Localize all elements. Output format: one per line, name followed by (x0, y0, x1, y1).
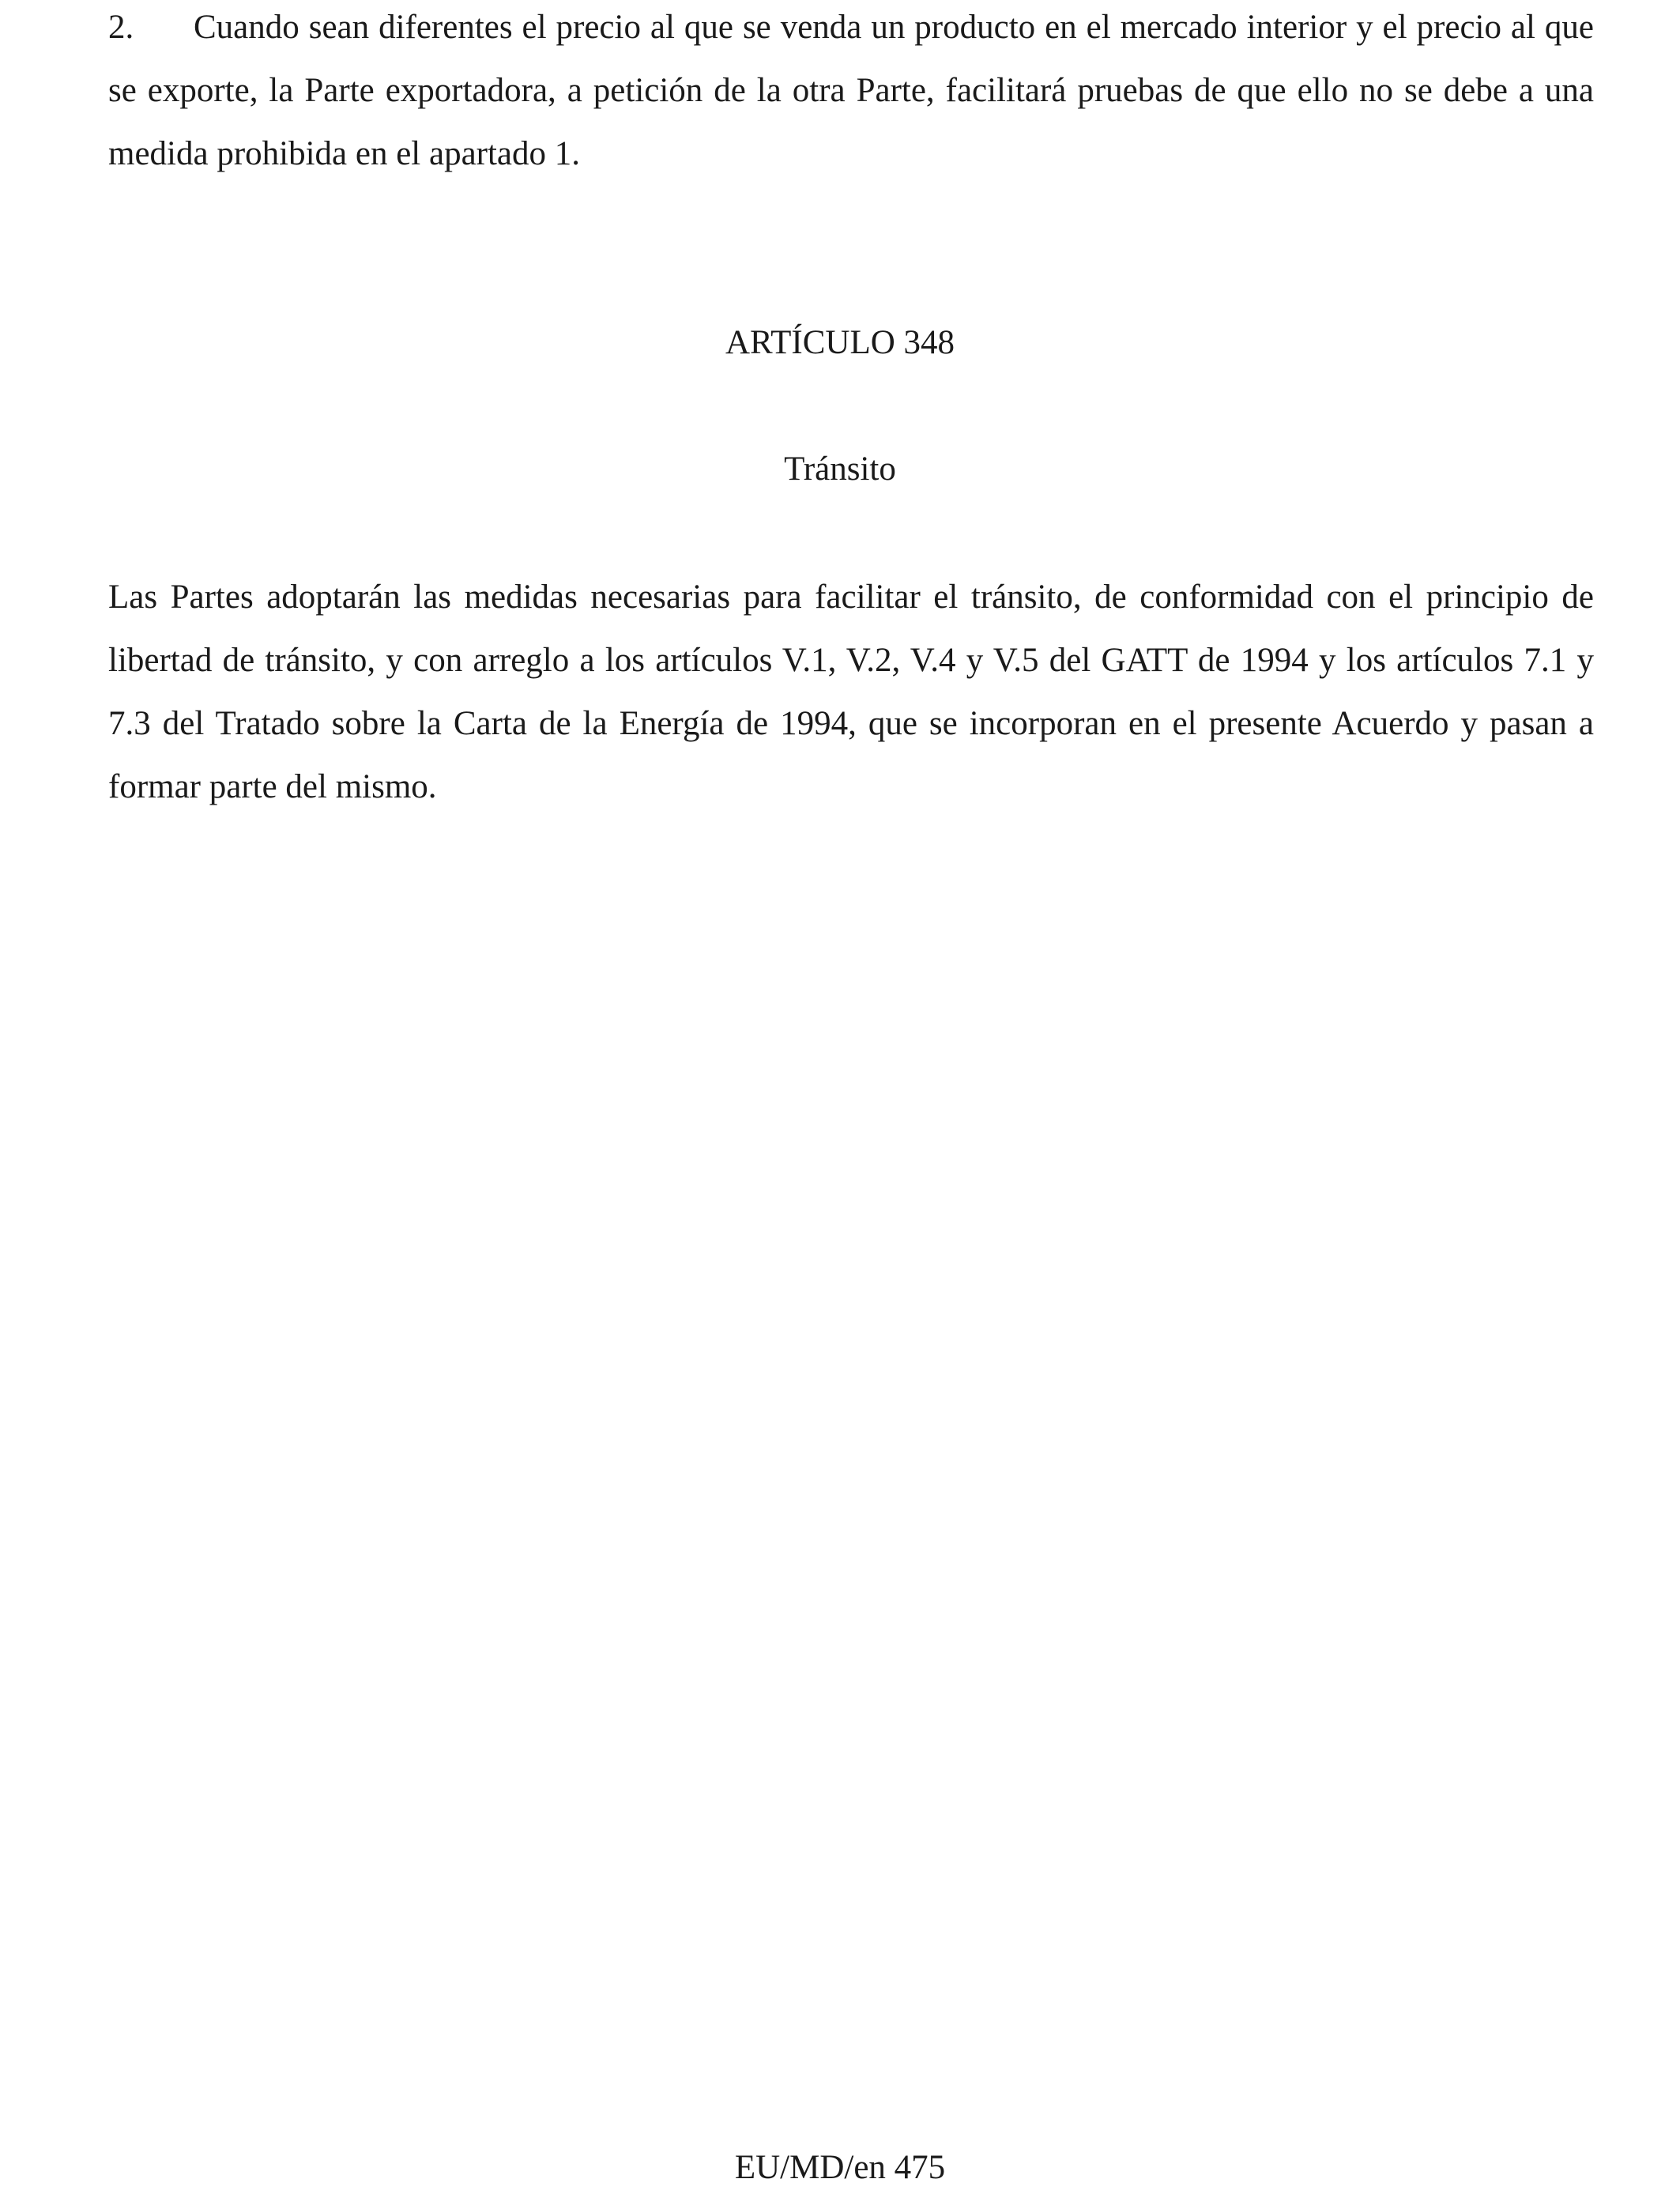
page-footer-reference: EU/MD/en 475 (734, 2149, 946, 2186)
paragraph-2-text: Cuando sean diferentes el precio al que se venda un producto en el mercado interior y el precio al que se exporte, la Parte exportadora, a petición de la otra Parte, facilitará pruebas de que ello no se debe a una medida prohibida en el apartado 1. (108, 9, 1594, 172)
article-body-paragraph: Las Partes adoptarán las medidas necesarias para facilitar el tránsito, de conformidad con el principio de libertad de tránsito, y con arreglo a los artículos V.1, V.2, V.4 y V.5 del GATT de 1994 y los artículos 7.1 y 7.3 del Tratado sobre la Carta de la Energía de 1994, que se incorporan en el presente Acuerdo y pasan a formar parte del mismo. (108, 579, 1594, 805)
article-title-heading: Tránsito (784, 450, 896, 488)
paragraph-number: 2. (108, 9, 134, 46)
paragraph-2 (108, 0, 1594, 186)
article-number-heading: ARTÍCULO 348 (725, 324, 955, 361)
